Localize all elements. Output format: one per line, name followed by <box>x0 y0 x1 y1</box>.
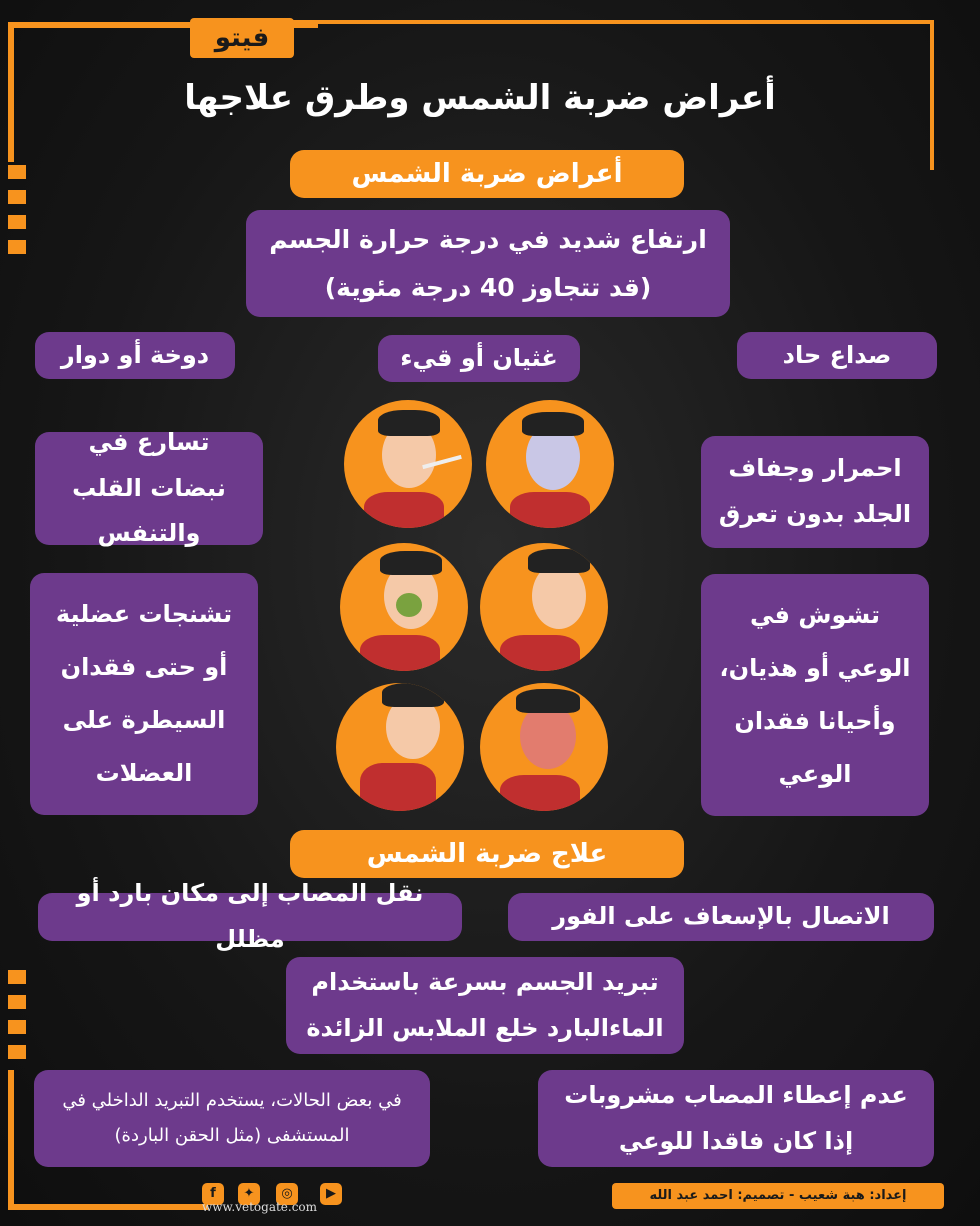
symptom-dizziness: دوخة أو دوار <box>35 332 235 379</box>
frame-bottom-line <box>8 1204 208 1210</box>
illustration-headache <box>486 400 614 528</box>
youtube-icon[interactable]: ▶ <box>320 1183 342 1205</box>
facebook-icon[interactable]: f <box>202 1183 224 1205</box>
frame-square <box>8 970 26 984</box>
treatment-cool: تبريد الجسم بسرعة باستخدام الماءالبارد خلع الملابس الزائدة <box>286 957 684 1054</box>
symptom-heart-rate: تسارع في نبضات القلب والتنفس <box>35 432 263 545</box>
symptom-confusion: تشوش في الوعي أو هذيان، وأحيانا فقدان الوعي <box>701 574 929 816</box>
symptoms-heading: أعراض ضربة الشمس <box>290 150 684 198</box>
treatment-ambulance: الاتصال بالإسعاف على الفور <box>508 893 934 941</box>
illustration-nausea <box>340 543 468 671</box>
frame-square <box>8 240 26 254</box>
symptom-headache: صداع حاد <box>737 332 937 379</box>
illustration-exhaustion <box>336 683 464 811</box>
logo: فيتو <box>190 18 294 58</box>
symptom-skin: احمرار وجفاف الجلد بدون تعرق <box>701 436 929 548</box>
illustration-fever <box>344 400 472 528</box>
treatment-move: نقل المصاب إلى مكان بارد أو مظلل <box>38 893 462 941</box>
treatment-heading: علاج ضربة الشمس <box>290 830 684 878</box>
treatment-no-drinks: عدم إعطاء المصاب مشروبات إذا كان فاقدا للوعي <box>538 1070 934 1167</box>
frame-left-line-bottom <box>8 1070 14 1210</box>
frame-square <box>8 190 26 204</box>
instagram-icon[interactable]: ◎ <box>276 1183 298 1205</box>
frame-square <box>8 165 26 179</box>
frame-top-line-right <box>290 20 930 24</box>
treatment-internal-cooling: في بعض الحالات، يستخدم التبريد الداخلي في المستشفى (مثل الحقن الباردة) <box>34 1070 430 1167</box>
frame-square <box>8 995 26 1009</box>
frame-right-line <box>930 20 934 170</box>
symptom-fever: ارتفاع شديد في درجة حرارة الجسم (قد تتجاوز 40 درجة مئوية) <box>246 210 730 317</box>
page-title: أعراض ضربة الشمس وطرق علاجها <box>184 78 776 118</box>
illustration-flushed <box>480 683 608 811</box>
frame-square <box>8 1045 26 1059</box>
website-link[interactable]: www.vetogate.com <box>202 1200 318 1214</box>
illustration-dehydration <box>480 543 608 671</box>
symptom-nausea: غثيان أو قيء <box>378 335 580 382</box>
frame-square <box>8 215 26 229</box>
frame-left-line <box>8 22 14 162</box>
twitter-icon[interactable]: ✦ <box>238 1183 260 1205</box>
symptom-spasms: تشنجات عضلية أو حتى فقدان السيطرة على العضلات <box>30 573 258 815</box>
credits-bar: إعداد: هبة شعيب - تصميم: احمد عبد الله <box>612 1183 944 1209</box>
frame-square <box>8 1020 26 1034</box>
